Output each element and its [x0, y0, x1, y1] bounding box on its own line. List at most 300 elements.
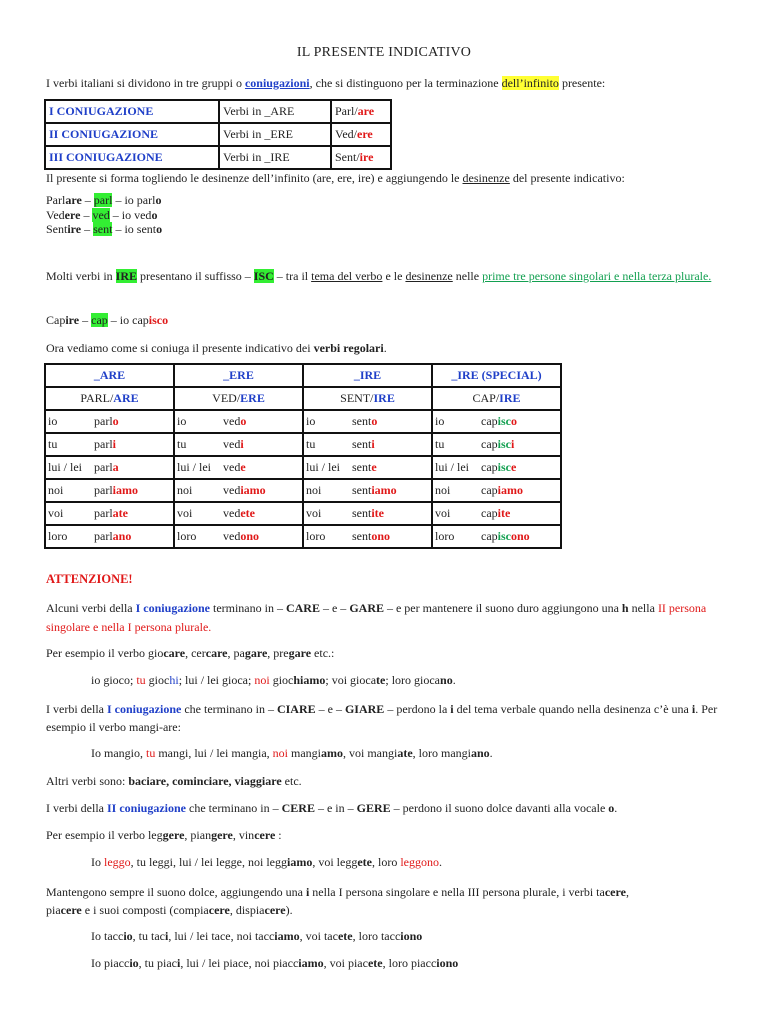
conj-ending: ano — [470, 746, 490, 760]
conj-ending: i — [176, 956, 181, 970]
term-i: i — [691, 702, 696, 716]
conjugation-cell — [432, 525, 561, 548]
para-text: del tema verbale quando nella desinenza c’è una — [453, 702, 692, 716]
isc-paragraph — [46, 266, 738, 286]
conj-ending: amo — [321, 746, 343, 760]
table-row — [45, 456, 561, 479]
verb-ending: ite — [371, 506, 384, 520]
term-desinenze: desinenze — [405, 269, 453, 283]
verb-ending: ono — [240, 529, 260, 543]
conj-text: , voi mangi — [343, 746, 398, 760]
conj-text: , lui / lei tace, noi tacc — [168, 929, 275, 943]
pronoun: loro — [48, 529, 68, 543]
sub-ending: ARE — [113, 391, 139, 405]
verb-ending: are — [265, 774, 282, 788]
term-i-coniugazione: I coniugazione — [106, 702, 182, 716]
example-rest: – io ved — [109, 208, 152, 222]
conjugation-table — [44, 99, 392, 170]
pronoun-tu: tu — [136, 673, 146, 687]
piacere-conjugation — [91, 956, 738, 971]
column-header: _IRE (SPECIAL) — [432, 364, 561, 387]
conjugation-cell — [303, 502, 432, 525]
verb-stem: cap — [481, 460, 498, 474]
conjugation-cell — [45, 502, 174, 525]
highlighted-stem: ved — [92, 208, 110, 222]
conjugation-paradigm-table — [44, 363, 562, 549]
verb-ending: cere — [208, 903, 230, 917]
verb-ending: ga — [244, 646, 257, 660]
isc-infix: isc — [497, 529, 511, 543]
conj-ending: hi — [169, 673, 179, 687]
verb-ending: are — [149, 774, 167, 788]
verb-stem: Ved — [46, 208, 65, 222]
example-end: o — [156, 222, 163, 236]
pronoun: noi — [306, 483, 322, 497]
pronoun: lui / lei — [435, 460, 469, 474]
conj-ending: iamo — [298, 956, 324, 970]
sub-stem: CAP/ — [472, 391, 500, 405]
dash: – — [80, 208, 93, 222]
column-header: _ARE — [45, 364, 174, 387]
verb-ending: o — [371, 414, 378, 428]
verb-stem: ved — [223, 483, 241, 497]
conjugation-verbi: Verbi in _IRE — [219, 146, 331, 169]
term-mangiare: mangi-are — [128, 720, 178, 734]
verb-ending: care — [163, 646, 186, 660]
term-isc: ISC — [253, 269, 274, 283]
dash: – — [79, 313, 92, 327]
verb-ending: re — [300, 646, 312, 660]
highlighted-stem: cap — [91, 313, 108, 327]
conjugation-cell — [303, 410, 432, 433]
capire-example — [46, 313, 738, 328]
term-ire: IRE — [115, 269, 138, 283]
conjugation-verbi: Verbi in _ARE — [219, 100, 331, 123]
verb-stem: ved — [223, 460, 241, 474]
intro-paragraph — [46, 76, 738, 91]
para-text: ). — [285, 903, 293, 917]
conj-text: , loro piacc — [382, 956, 437, 970]
para-text: che terminano in – — [181, 702, 277, 716]
dash: – — [81, 193, 94, 207]
verb-stem: ved — [223, 414, 241, 428]
example-ending: are — [357, 104, 375, 118]
conj-text: , lui / lei piace, noi piacc — [180, 956, 299, 970]
para-text: terminano in – — [209, 601, 286, 615]
pronoun: noi — [177, 483, 193, 497]
term-cere: CERE — [281, 801, 315, 815]
pronoun-noi: noi — [254, 673, 270, 687]
verb-stem: parl — [94, 414, 113, 428]
verb-ending: cere — [60, 903, 82, 917]
verb-ending: i — [511, 437, 515, 451]
para-text: – perdono la — [384, 702, 451, 716]
verb-ending: iamo — [371, 483, 397, 497]
verb-ending: cere — [264, 903, 286, 917]
conjugation-cell — [303, 433, 432, 456]
verb-ending: are — [212, 774, 229, 788]
conjugation-cell — [45, 433, 174, 456]
conjugation-example — [331, 123, 391, 146]
para-text: : — [275, 828, 282, 842]
giocare-conjugation — [91, 673, 738, 688]
conjugation-cell — [303, 525, 432, 548]
pronoun: io — [177, 414, 187, 428]
pronoun: tu — [435, 437, 445, 451]
pronoun: tu — [48, 437, 58, 451]
isc-infix: isc — [497, 437, 511, 451]
verb-ending: ere — [64, 208, 81, 222]
pronoun: noi — [48, 483, 64, 497]
pronoun: noi — [435, 483, 451, 497]
verb-stem: ved — [223, 506, 241, 520]
verb-ending: a — [112, 460, 119, 474]
regular-text: Ora vediamo come si coniuga il presente indicativo dei — [46, 341, 314, 355]
highlighted-stem: sent — [93, 222, 113, 236]
sub-stem: SENT/ — [340, 391, 374, 405]
conj-text: io gioco; — [91, 673, 137, 687]
ciare-giare-paragraph — [46, 700, 738, 736]
term-infinito: dell’infinito — [501, 76, 559, 90]
verb-stem: parl — [94, 506, 113, 520]
example-ending: ire — [359, 150, 374, 164]
verb-ending: cere — [604, 885, 626, 899]
para-text: Per esempio il verbo leg — [46, 828, 163, 842]
verb-stem: ved — [223, 437, 241, 451]
verb-stem: sent — [352, 529, 372, 543]
verb-ending: o — [511, 414, 517, 428]
verb-ending: iamo — [112, 483, 138, 497]
highlighted-stem: parl — [93, 193, 113, 207]
example-stem: Sent/ — [335, 150, 360, 164]
term-verbi-regolari: verbi regolari — [313, 341, 384, 355]
conj-text: Io piacc — [91, 956, 130, 970]
verb-stem: parl — [94, 437, 113, 451]
pronoun: tu — [177, 437, 187, 451]
conjugation-cell — [45, 410, 174, 433]
term-i-coniugazione: I coniugazione — [135, 601, 210, 615]
conj-text: , loro tacc — [352, 929, 401, 943]
verb-stem: gio — [147, 646, 164, 660]
conj-ending: iamo — [286, 855, 313, 869]
conjugation-cell — [432, 479, 561, 502]
attention-heading: ATTENZIONE! — [46, 572, 133, 586]
conjugation-example — [331, 100, 391, 123]
pronoun: voi — [177, 506, 193, 520]
isc-infix: isc — [497, 414, 511, 428]
pronoun: io — [306, 414, 316, 428]
column-header: _IRE — [303, 364, 432, 387]
verb-ending: i — [112, 437, 116, 451]
pronoun: loro — [306, 529, 326, 543]
conj-ending: ate — [397, 746, 413, 760]
formation-text: del presente indicativo: — [509, 171, 625, 185]
verb-ending: ono — [371, 529, 391, 543]
para-text: nella I persona singolare e nella III persona plurale, i verbi ta — [309, 885, 605, 899]
table-row — [45, 146, 391, 169]
conj-text: gioc — [269, 673, 294, 687]
verb-stem: parl — [94, 460, 113, 474]
example-leggere-intro — [46, 828, 738, 843]
term-i: i — [450, 702, 454, 716]
conj-ending: no — [440, 673, 453, 687]
conj-text: , voi legg — [312, 855, 358, 869]
conjugation-cell — [45, 456, 174, 479]
pronoun: voi — [435, 506, 451, 520]
pronoun: voi — [48, 506, 64, 520]
conj-text: Io — [91, 855, 104, 869]
verb-stem: sent — [352, 506, 372, 520]
table-row — [45, 410, 561, 433]
page-title: IL PRESENTE INDICATIVO — [296, 45, 472, 60]
conj-text: Io mangio, — [91, 746, 146, 760]
term-tema: tema del verbo — [311, 269, 383, 283]
verb-ending: gere — [211, 828, 233, 842]
conjugation-cell — [432, 456, 561, 479]
verb-ending: ite — [497, 506, 511, 520]
conjugation-example — [331, 146, 391, 169]
pronoun: lui / lei — [48, 460, 82, 474]
pronoun-noi: noi — [272, 746, 288, 760]
example-end: isco — [148, 313, 169, 327]
verb-stem: parl — [94, 483, 113, 497]
care-gare-paragraph — [46, 599, 738, 637]
conj-ending: ete — [337, 929, 353, 943]
conjugation-name: I CONIUGAZIONE — [45, 100, 219, 123]
conj-text: , loro — [371, 855, 401, 869]
subheader-row — [45, 387, 561, 410]
conj-text: , voi tac — [299, 929, 338, 943]
isc-text: Molti verbi in — [46, 269, 116, 283]
verb-ending: e — [371, 460, 377, 474]
para-text: e i suoi composti (compia — [81, 903, 209, 917]
example-stem: Parl/ — [335, 104, 358, 118]
header-row — [45, 364, 561, 387]
verb-stem: sent — [352, 483, 372, 497]
conj-ending: hiamo — [293, 673, 326, 687]
leggere-conjugation — [91, 855, 738, 870]
para-text: Per esempio il verbo — [46, 646, 148, 660]
example-rest: – io parl — [112, 193, 156, 207]
conj-leggono: leggono — [400, 855, 439, 869]
other-verbs-line — [46, 774, 738, 789]
conjugation-cell — [174, 525, 303, 548]
verb-ending: ire — [67, 222, 82, 236]
conj-text: , voi piac — [323, 956, 368, 970]
example-rest: – io cap — [107, 313, 149, 327]
pronoun: io — [435, 414, 445, 428]
conjugation-name: II CONIUGAZIONE — [45, 123, 219, 146]
sub-stem: PARL/ — [80, 391, 114, 405]
term-care: CARE — [285, 601, 320, 615]
conjugation-cell — [432, 410, 561, 433]
verb-stem: sent — [352, 460, 372, 474]
column-subheader — [45, 387, 174, 410]
conj-text: Io tacc — [91, 929, 124, 943]
conj-ending: iono — [436, 956, 459, 970]
example-line — [46, 222, 738, 237]
verb-stem: , cer — [185, 646, 206, 660]
verb-ending: re — [256, 646, 268, 660]
example-line — [46, 193, 738, 208]
para-text: , — [625, 885, 629, 899]
para-text: . Per esempio il verbo — [46, 702, 718, 734]
para-text: Altri verbi sono: — [46, 774, 129, 788]
verb-ending: i — [240, 437, 244, 451]
pronoun: voi — [306, 506, 322, 520]
conjugation-cell — [45, 525, 174, 548]
intro-text: I verbi italiani si dividono in tre gruppi o — [46, 76, 245, 90]
conj-text: ; lui / lei gioca; — [178, 673, 255, 687]
conj-text: mangi, lui / lei mangia, — [155, 746, 273, 760]
verb-ending: gere — [162, 828, 185, 842]
conj-text: , tu tac — [132, 929, 165, 943]
para-text: I verbi della — [46, 702, 107, 716]
para-text: . — [614, 801, 618, 815]
cere-gere-paragraph — [46, 801, 738, 816]
para-text: etc. — [281, 774, 302, 788]
verb-stem: cap — [481, 529, 498, 543]
verb-stem: Cap — [46, 313, 66, 327]
verb-stem: , pre — [267, 646, 289, 660]
para-text: che terminano in – — [186, 801, 282, 815]
pronoun: loro — [435, 529, 455, 543]
para-text: , dispia — [229, 903, 265, 917]
verb-stem: , pa — [227, 646, 245, 660]
conjugation-cell — [303, 456, 432, 479]
verb-stem: Parl — [46, 193, 66, 207]
example-end: o — [151, 208, 158, 222]
example-giocare-intro — [46, 646, 738, 661]
para-text: – e – — [315, 702, 345, 716]
verb-stem: sent — [352, 414, 372, 428]
para-text: Alcuni verbi della — [46, 601, 136, 615]
verb-ending: iamo — [497, 483, 523, 497]
verb-ending: i — [371, 437, 375, 451]
column-subheader — [432, 387, 561, 410]
conj-text: . — [452, 673, 456, 687]
sub-ending: ERE — [240, 391, 265, 405]
conj-ending: io — [129, 956, 139, 970]
term-ciare: CIARE — [276, 702, 316, 716]
conj-text: mangi — [288, 746, 321, 760]
pronoun: lui / lei — [306, 460, 340, 474]
para-text: I verbi della — [46, 801, 107, 815]
verb-ending: ire — [65, 313, 80, 327]
verb-stem: parl — [94, 529, 113, 543]
conjugation-cell — [174, 410, 303, 433]
conjugation-cell — [174, 433, 303, 456]
suono-dolce-paragraph — [46, 883, 738, 919]
formation-text: Il presente si forma togliendo le desinenze dell’infinito (are, ere, ire) e aggiungendo le — [46, 171, 463, 185]
conj-ending: ete — [357, 855, 372, 869]
column-subheader — [174, 387, 303, 410]
pronoun: tu — [306, 437, 316, 451]
dash: – — [81, 222, 94, 236]
regular-verbs-intro — [46, 341, 738, 356]
pronoun: io — [48, 414, 58, 428]
conj-text: , tu leggi, lui / lei legge, noi legg — [130, 855, 287, 869]
example-rest: – io sent — [112, 222, 157, 236]
conj-leggo: leggo — [104, 855, 131, 869]
regular-text: . — [383, 341, 387, 355]
conj-text: , tu piac — [138, 956, 177, 970]
conj-text: ; voi gioca — [325, 673, 377, 687]
table-row — [45, 433, 561, 456]
isc-text: – tra il — [273, 269, 312, 283]
para-text: – e per mantenere il suono duro aggiungono una — [383, 601, 622, 615]
conj-text: gioc — [145, 673, 170, 687]
verb-ending: iamo — [240, 483, 266, 497]
verb-ending: ano — [112, 529, 132, 543]
isc-text: presentano il suffisso – — [137, 269, 254, 283]
verb-ending: e — [511, 460, 517, 474]
verb-stem: , pian — [184, 828, 212, 842]
conj-ending: ete — [367, 956, 383, 970]
formation-paragraph — [46, 171, 738, 186]
verb-stem: cap — [481, 483, 498, 497]
term-i: i — [305, 885, 310, 899]
conj-text: , loro mangi — [412, 746, 471, 760]
verb-stem: pia — [46, 903, 61, 917]
pronoun: loro — [177, 529, 197, 543]
table-row — [45, 479, 561, 502]
para-text: – perdono il suono dolce davanti alla vocale — [390, 801, 609, 815]
verb-stem: cap — [481, 414, 498, 428]
verb-stem: Sent — [46, 222, 68, 236]
term-coniugazioni: coniugazioni — [244, 76, 310, 90]
example-ending: ere — [357, 127, 373, 141]
verb-stem: , viaggi — [228, 774, 266, 788]
mangiare-conjugation — [91, 746, 738, 761]
term-gere: GERE — [356, 801, 391, 815]
conj-text: ; loro gioca — [385, 673, 441, 687]
conjugation-verbi: Verbi in _ERE — [219, 123, 331, 146]
para-text: etc.: — [311, 646, 335, 660]
verb-ending: o — [112, 414, 119, 428]
para-text: nella — [628, 601, 658, 615]
verb-ending: o — [240, 414, 247, 428]
conjugation-cell — [432, 502, 561, 525]
conjugation-cell — [174, 502, 303, 525]
conj-text: . — [489, 746, 493, 760]
table-row — [45, 100, 391, 123]
example-stem: Ved/ — [335, 127, 357, 141]
verb-ending: e — [240, 460, 246, 474]
conjugation-cell — [303, 479, 432, 502]
example-end: o — [155, 193, 162, 207]
intro-text: presente: — [558, 76, 606, 90]
table-row — [45, 123, 391, 146]
verb-stem: ved — [223, 529, 241, 543]
pronoun: lui / lei — [177, 460, 211, 474]
verb-stem: cap — [481, 506, 498, 520]
column-subheader — [303, 387, 432, 410]
conjugation-cell — [174, 479, 303, 502]
table-row — [45, 502, 561, 525]
verb-ending: ate — [112, 506, 128, 520]
sub-stem: VED/ — [212, 391, 241, 405]
pronoun-tu: tu — [146, 746, 156, 760]
para-text: : — [177, 720, 181, 734]
verb-ending: ete — [240, 506, 255, 520]
verb-ending: cere — [254, 828, 276, 842]
term-persone: prime tre persone singolari e nella terza plurale. — [482, 269, 712, 283]
verb-stem: baci — [128, 774, 150, 788]
para-text: Mantengono sempre il suono dolce, aggiungendo una — [46, 885, 306, 899]
conjugation-cell — [174, 456, 303, 479]
term-desinenze: desinenze — [462, 171, 510, 185]
